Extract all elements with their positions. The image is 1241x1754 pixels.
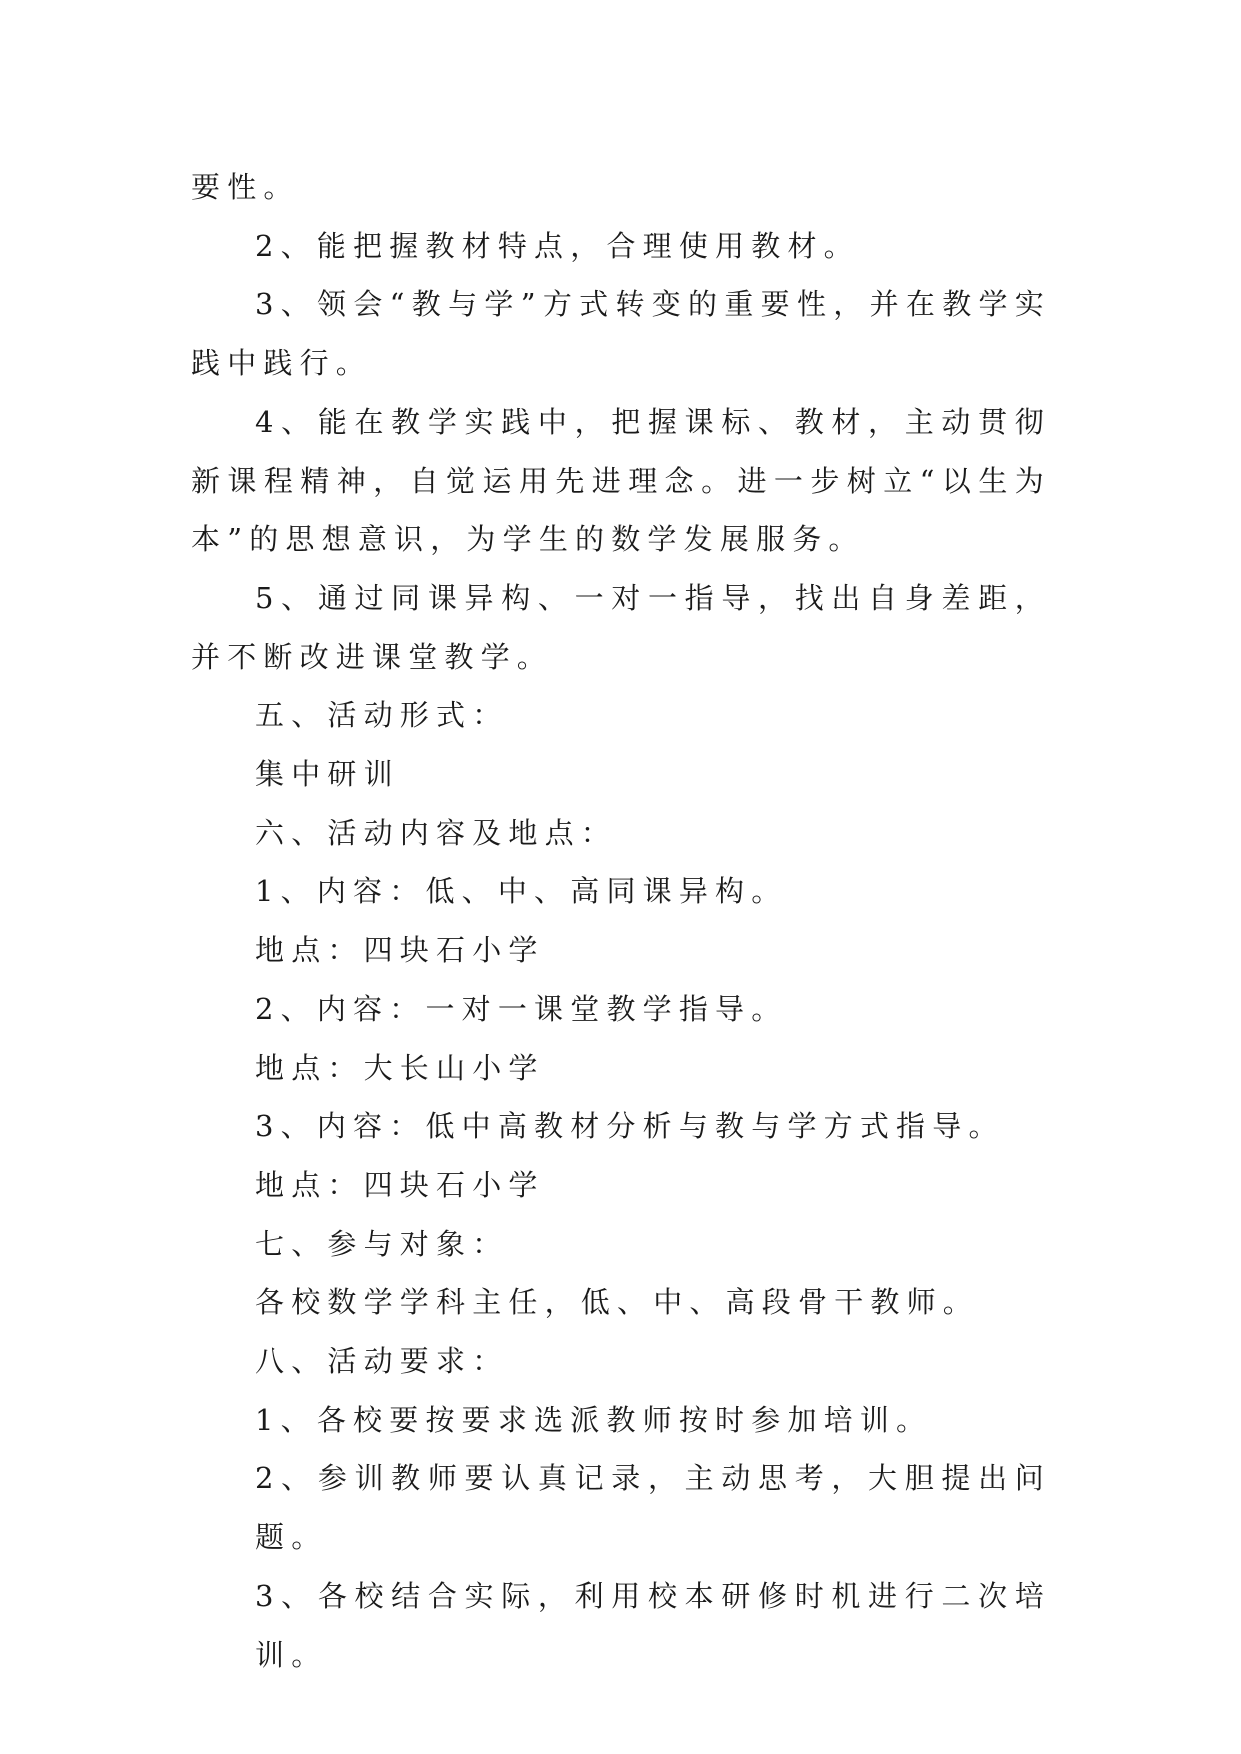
section-heading-participants: 七、参与对象： xyxy=(255,1226,509,1261)
paragraph-requirement-1: 1、各校要按要求选派教师按时参加培训。 xyxy=(255,1402,933,1437)
paragraph-requirement-2: 2、参训教师要认真记录，主动思考，大胆提出问题。 xyxy=(255,1461,1051,1555)
paragraph-location-2: 地点：大长山小学 xyxy=(255,1050,545,1085)
paragraph-goal-5: 5、通过同课异构、一对一指导，找出自身差距，并不断改进课堂教学。 xyxy=(191,580,1051,674)
paragraph-content-3: 3、内容：低中高教材分析与教与学方式指导。 xyxy=(255,1109,1005,1144)
section-heading-content-location: 六、活动内容及地点： xyxy=(255,815,618,850)
paragraph-content-2: 2、内容：一对一课堂教学指导。 xyxy=(255,991,788,1026)
section-heading-activity-form: 五、活动形式： xyxy=(255,698,509,733)
paragraph-goal-2: 2、能把握教材特点，合理使用教材。 xyxy=(255,228,860,263)
paragraph-activity-form: 集中研训 xyxy=(255,757,400,792)
paragraph-requirement-3: 3、各校结合实际，利用校本研修时机进行二次培训。 xyxy=(255,1578,1051,1672)
paragraph-content-1: 1、内容：低、中、高同课异构。 xyxy=(255,874,788,909)
document-body xyxy=(191,158,1051,1684)
section-heading-requirements: 八、活动要求： xyxy=(255,1344,509,1379)
paragraph-goal-3: 3、领会“教与学”方式转变的重要性，并在教学实践中践行。 xyxy=(191,287,1051,381)
paragraph-location-3: 地点：四块石小学 xyxy=(255,1167,545,1202)
paragraph-location-1: 地点：四块石小学 xyxy=(255,933,545,968)
paragraph-continuation: 要性。 xyxy=(191,170,300,204)
paragraph-participants: 各校数学学科主任，低、中、高段骨干教师。 xyxy=(255,1285,980,1320)
paragraph-goal-4: 4、能在教学实践中，把握课标、教材，主动贯彻新课程精神，自觉运用先进理念。进一步树立“以生为本”的思想意识，为学生的数学发展服务。 xyxy=(191,404,1051,557)
